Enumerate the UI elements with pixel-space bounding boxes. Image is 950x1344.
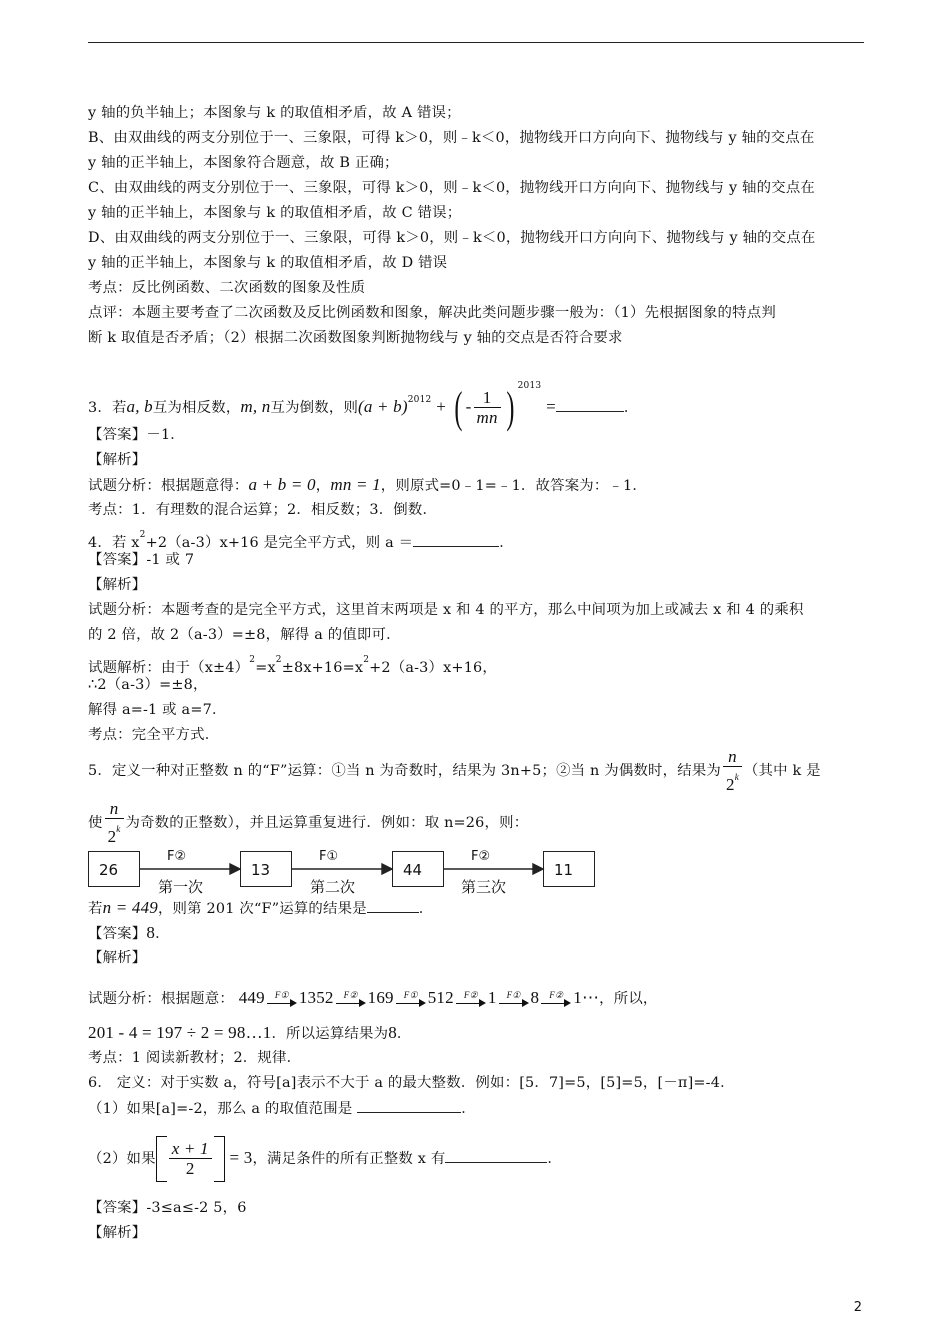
text-line: C、由双曲线的两支分别位于一、三象限，可得 k＞0，则﹣k＜0，抛物线开口方向向下、抛物线与 y 轴的交点在	[88, 180, 815, 196]
flow-step-label: 第三次	[461, 878, 507, 896]
text-line: y 轴的正半轴上，本图象符合题意，故 B 正确；	[88, 155, 399, 171]
fraction: $\frac{n}{2^k}$	[723, 748, 742, 795]
answer-line: 【答案】-1 或 7	[88, 552, 195, 568]
dianping-line: 点评：本题主要考查了二次函数及反比例函数和图象，解决此类问题步骤一般为：（1）先根据图象的特点判	[88, 305, 776, 321]
answer-line: 【答案】－1．	[88, 427, 185, 443]
flow-op-label: F②	[167, 849, 187, 864]
flow-box: 13	[240, 851, 292, 887]
dianping-line: 断 k 取值是否矛盾；（2）根据二次函数图象判断抛物线与 y 轴的交点是否符合要求	[88, 330, 623, 346]
answer-line: 【答案】8．	[88, 923, 170, 942]
fraction: $\frac{n}{2^k}$	[105, 800, 124, 847]
analysis-label: 【解析】	[88, 950, 147, 966]
text-line: y 轴的正半轴上，本图象与 k 的取值相矛盾，故 D 错误	[88, 255, 448, 271]
text-line: D、由双曲线的两支分别位于一、三象限，可得 k＞0，则﹣k＜0，抛物线开口方向向下、抛物线与 y 轴的交点在	[88, 230, 816, 246]
solution-chain: 试题分析：根据题意： 449 F① 1352 F② 169 F① 512 F② 1 F① 8 F② 1⋯，所以，	[88, 988, 658, 1007]
flow-op-label: F①	[319, 849, 339, 864]
flow-step-label: 第二次	[310, 878, 356, 896]
question-5-stem: 5．定义一种对正整数 n 的“F”运算：①当 n 为奇数时，结果为 3n+5；②当 n 为偶数时，结果为 $\frac{n}{2^k}$ （其中 k 是	[88, 746, 821, 794]
analysis-label: 【解析】	[88, 1225, 147, 1241]
kaodian-line: 考点：1．有理数的混合运算；2．相反数；3．倒数．	[88, 502, 438, 518]
answer-blank[interactable]	[357, 1098, 461, 1113]
flow-step-label: 第一次	[158, 878, 204, 896]
question-5-stem: 使 $\frac{n}{2^k}$ 为奇数的正整数），并且运算重复进行．例如：取 n=26，则：	[88, 798, 529, 846]
answer-blank[interactable]	[445, 1148, 547, 1163]
question-5-ask: 若n = 449，则第 201 次“F”运算的结果是 ．	[88, 898, 434, 917]
question-6-part-2: （2）如果 $\frac{x + 1}{2}$ = 3，满足条件的所有正整数 x 有 ．	[88, 1130, 562, 1186]
kaodian-line: 考点：反比例函数、二次函数的图象及性质	[88, 280, 366, 296]
solution-line: 201 - 4 = 197 ÷ 2 = 98…1．所以运算结果为8．	[88, 1023, 412, 1042]
flow-box: 26	[88, 851, 140, 887]
solution-line: 试题解析：由于$(x\pm 4)^2=x^2\pm 8x+16=x^2+2(a-3)x+16$，	[88, 655, 497, 676]
solution-line: 的 2 倍，故 2（a-3）=±8，解得 a 的值即可．	[88, 627, 401, 643]
text-line: B、由双曲线的两支分别位于一、三象限，可得 k＞0，则﹣k＜0，抛物线开口方向向下、抛物线与 y 轴的交点在	[88, 130, 815, 146]
kaodian-line: 考点：1 阅读新教材；2．规律．	[88, 1050, 302, 1066]
question-3-stem: 3．若a, b互为相反数，m, n互为倒数，则$(a + b)^{2012}$ + ( - $\frac{1}{mn}$ ) $^{2013}$ = ．	[88, 381, 639, 432]
flow-op-label: F②	[471, 849, 491, 864]
solution-line: 解得 a=-1 或 a=7．	[88, 702, 227, 718]
fraction: $\frac{x + 1}{2}$	[169, 1140, 212, 1179]
question-6-part-1: （1）如果[a]=-2，那么 a 的取值范围是 ．	[88, 1098, 476, 1119]
flow-box: 44	[392, 851, 444, 887]
text-line: y 轴的负半轴上；本图象与 k 的取值相矛盾，故 A 错误；	[88, 105, 461, 121]
fraction: $\frac{1}{mn}$	[474, 389, 501, 428]
answer-line: 【答案】-3≤a≤-2 5，6	[88, 1200, 247, 1216]
solution-line: ∴2（a-3）=±8，	[88, 677, 208, 693]
kaodian-line: 考点：完全平方式．	[88, 727, 220, 743]
solution-line: 试题分析：根据题意得：a + b = 0，mn = 1，则原式=0﹣1=﹣1．故答案为：﹣1．	[88, 475, 648, 494]
question-6-stem: 6． 定义：对于实数 a，符号[a]表示不大于 a 的最大整数．例如：[5．7]=5，[5]=5，[－π]=-4．	[88, 1075, 735, 1091]
answer-blank[interactable]	[367, 898, 419, 913]
analysis-label: 【解析】	[88, 577, 147, 593]
analysis-label: 【解析】	[88, 452, 147, 468]
question-4-stem: 4．若 $x^2+2(a-3)x+16$ 是完全平方式，则 a ＝ ．	[88, 530, 514, 551]
text-line: y 轴的正半轴上，本图象与 k 的取值相矛盾，故 C 错误；	[88, 205, 462, 221]
solution-line: 试题分析：本题考查的是完全平方式，这里首末两项是 x 和 4 的平方，那么中间项为加上或减去 x 和 4 的乘积	[88, 602, 804, 618]
flow-box: 11	[543, 851, 595, 887]
page-number: 2	[853, 1300, 862, 1315]
